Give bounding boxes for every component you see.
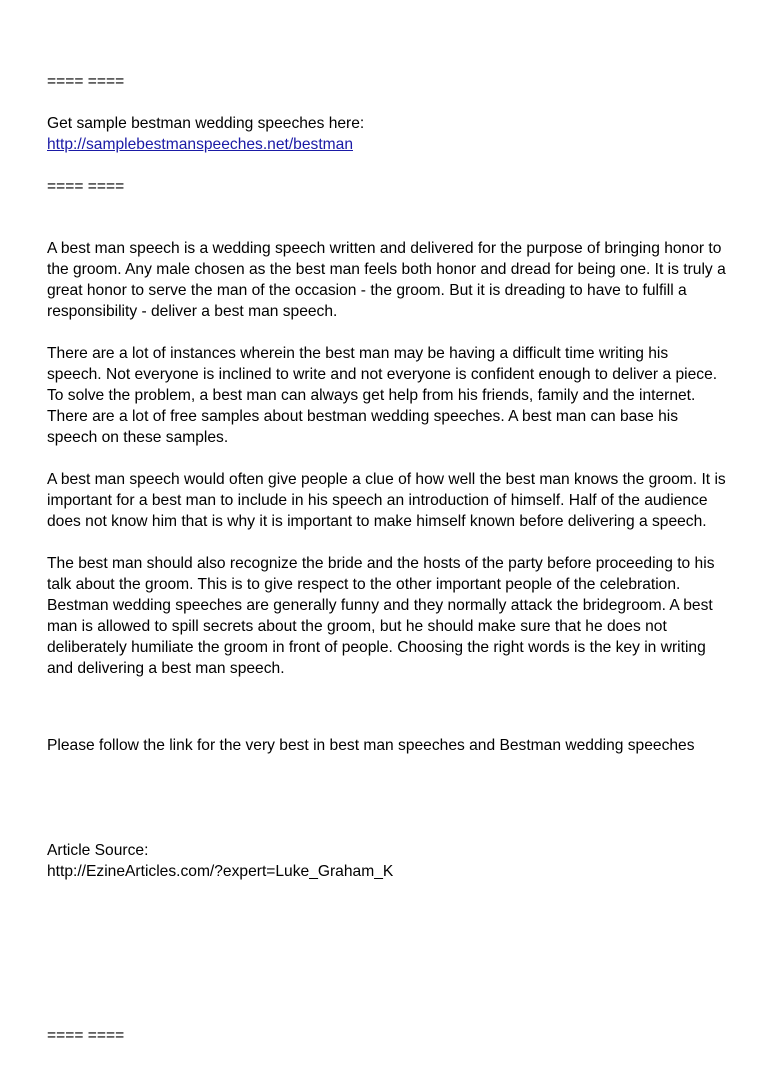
paragraph-4-line-4: man is allowed to spill secrets about the groom, but he should make sure that he does not [47, 618, 667, 635]
separator-bottom: ==== ==== [47, 1027, 125, 1044]
paragraph-3-line-1: A best man speech would often give people a clue of how well the best man knows the groom. It is [47, 471, 726, 488]
paragraph-3-line-2: important for a best man to include in his speech an introduction of himself. Half of the audience [47, 492, 708, 509]
paragraph-4-line-1: The best man should also recognize the bride and the hosts of the party before proceeding to his [47, 555, 715, 572]
intro-text: Get sample bestman wedding speeches here: [47, 115, 365, 132]
article-source-url: http://EzineArticles.com/?expert=Luke_Graham_K [47, 863, 394, 880]
paragraph-2-line-4: There are a lot of free samples about bestman wedding speeches. A best man can base his [47, 408, 679, 425]
follow-link-text: Please follow the link for the very best in best man speeches and Bestman wedding speeches [47, 737, 695, 754]
paragraph-4-line-3: Bestman wedding speeches are generally funny and they normally attack the bridegroom. A best [47, 597, 713, 614]
paragraph-2-line-3: To solve the problem, a best man can always get help from his friends, family and the internet. [47, 387, 696, 404]
separator-mid: ==== ==== [47, 178, 125, 195]
paragraph-1-line-2: the groom. Any male chosen as the best man feels both honor and dread for being one. It is truly a [47, 261, 726, 278]
paragraph-3-line-3: does not know him that is why it is important to make himself known before delivering a speech. [47, 513, 707, 530]
paragraph-4-line-6: and delivering a best man speech. [47, 660, 285, 677]
paragraph-2-line-1: There are a lot of instances wherein the best man may be having a difficult time writing his [47, 345, 669, 362]
paragraph-1-line-4: responsibility - deliver a best man speech. [47, 303, 338, 320]
paragraph-1-line-1: A best man speech is a wedding speech written and delivered for the purpose of bringing honor to [47, 240, 722, 257]
paragraph-4-line-5: deliberately humiliate the groom in front of people. Choosing the right words is the key in writing [47, 639, 706, 656]
paragraph-2-line-2: speech. Not everyone is inclined to write and not everyone is confident enough to deliver a piece. [47, 366, 718, 383]
paragraph-1-line-3: great honor to serve the man of the occasion - the groom. But it is dreading to have to fulfill a [47, 282, 687, 299]
paragraph-2-line-5: speech on these samples. [47, 429, 229, 446]
separator-top: ==== ==== [47, 73, 125, 90]
paragraph-4-line-2: talk about the groom. This is to give respect to the other important people of the celebration. [47, 576, 681, 593]
intro-link[interactable]: http://samplebestmanspeeches.net/bestman [47, 136, 353, 153]
article-source-label: Article Source: [47, 842, 149, 859]
